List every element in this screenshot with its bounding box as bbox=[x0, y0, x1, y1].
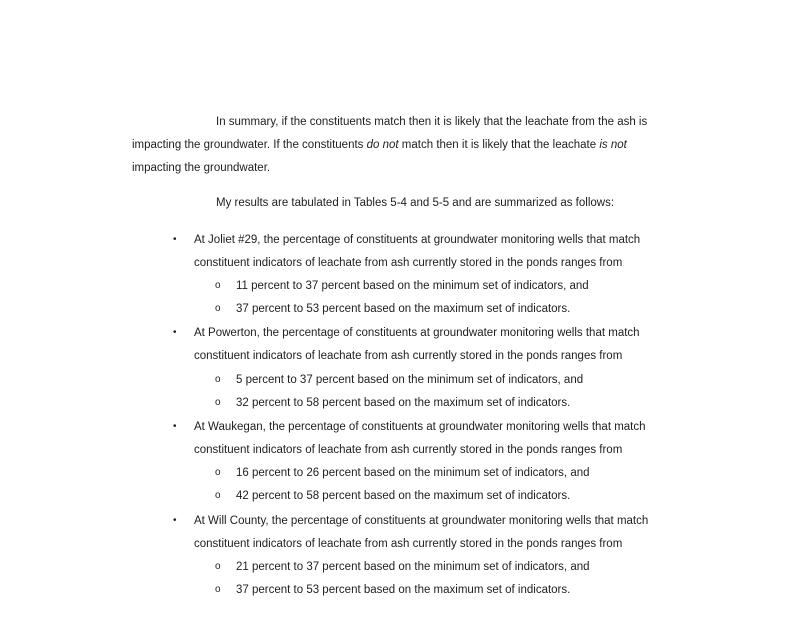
bullet-2-sub-2: 32 percent to 58 percent based on the maximum set of indicators. bbox=[236, 397, 571, 409]
bullet-2-line-2: constituent indicators of leachate from ash currently stored in the ponds ranges from bbox=[194, 350, 623, 362]
bullet-2-sub-1: 5 percent to 37 percent based on the minimum set of indicators, and bbox=[236, 374, 584, 386]
bullet-3-line-2: constituent indicators of leachate from ash currently stored in the ponds ranges from bbox=[194, 444, 623, 456]
bullet-4-line-1: At Will County, the percentage of constituents at groundwater monitoring wells that match bbox=[194, 515, 649, 527]
bullet-4-sub-2: 37 percent to 53 percent based on the maximum set of indicators. bbox=[236, 584, 571, 596]
bullet-4-sub-1: 21 percent to 37 percent based on the minimum set of indicators, and bbox=[236, 561, 590, 573]
sub-bullet-icon: o bbox=[215, 280, 221, 291]
sub-bullet-icon: o bbox=[215, 490, 221, 501]
summary-line-2-text-a: impacting the groundwater. If the constituents bbox=[132, 139, 367, 151]
bullet-1-sub-1: 11 percent to 37 percent based on the minimum set of indicators, and bbox=[236, 280, 589, 292]
bullet-1-line-2: constituent indicators of leachate from ash currently stored in the ponds ranges from bbox=[194, 257, 623, 269]
bullet-icon: • bbox=[173, 234, 177, 245]
summary-line-2-emphasis-do-not: do not bbox=[366, 139, 399, 151]
sub-bullet-icon: o bbox=[215, 397, 221, 408]
bullet-2-line-1: At Powerton, the percentage of constituents at groundwater monitoring wells that match bbox=[194, 327, 640, 339]
summary-line-3: impacting the groundwater. bbox=[132, 162, 271, 174]
bullet-3-sub-2: 42 percent to 58 percent based on the maximum set of indicators. bbox=[236, 490, 571, 502]
sub-bullet-icon: o bbox=[215, 374, 221, 385]
bullet-1-sub-2: 37 percent to 53 percent based on the maximum set of indicators. bbox=[236, 303, 571, 315]
sub-bullet-icon: o bbox=[215, 303, 221, 314]
intro-paragraph: My results are tabulated in Tables 5-4 and 5-5 and are summarized as follows: bbox=[216, 197, 615, 209]
bullet-icon: • bbox=[173, 515, 177, 526]
sub-bullet-icon: o bbox=[215, 467, 221, 478]
sub-bullet-icon: o bbox=[215, 584, 221, 595]
summary-line-2-emphasis-is-not: is not bbox=[599, 139, 627, 151]
summary-line-2-text-b: match then it is likely that the leachate bbox=[398, 139, 600, 151]
bullet-3-sub-1: 16 percent to 26 percent based on the minimum set of indicators, and bbox=[236, 467, 590, 479]
bullet-icon: • bbox=[173, 327, 177, 338]
sub-bullet-icon: o bbox=[215, 561, 221, 572]
summary-line-2 bbox=[132, 138, 627, 152]
bullet-icon: • bbox=[173, 421, 177, 432]
bullet-3-line-1: At Waukegan, the percentage of constituents at groundwater monitoring wells that match bbox=[194, 421, 646, 433]
bullet-1-line-1: At Joliet #29, the percentage of constituents at groundwater monitoring wells that match bbox=[194, 234, 641, 246]
bullet-4-line-2: constituent indicators of leachate from ash currently stored in the ponds ranges from bbox=[194, 538, 623, 550]
summary-line-1: In summary, if the constituents match then it is likely that the leachate from the ash is bbox=[216, 116, 648, 128]
